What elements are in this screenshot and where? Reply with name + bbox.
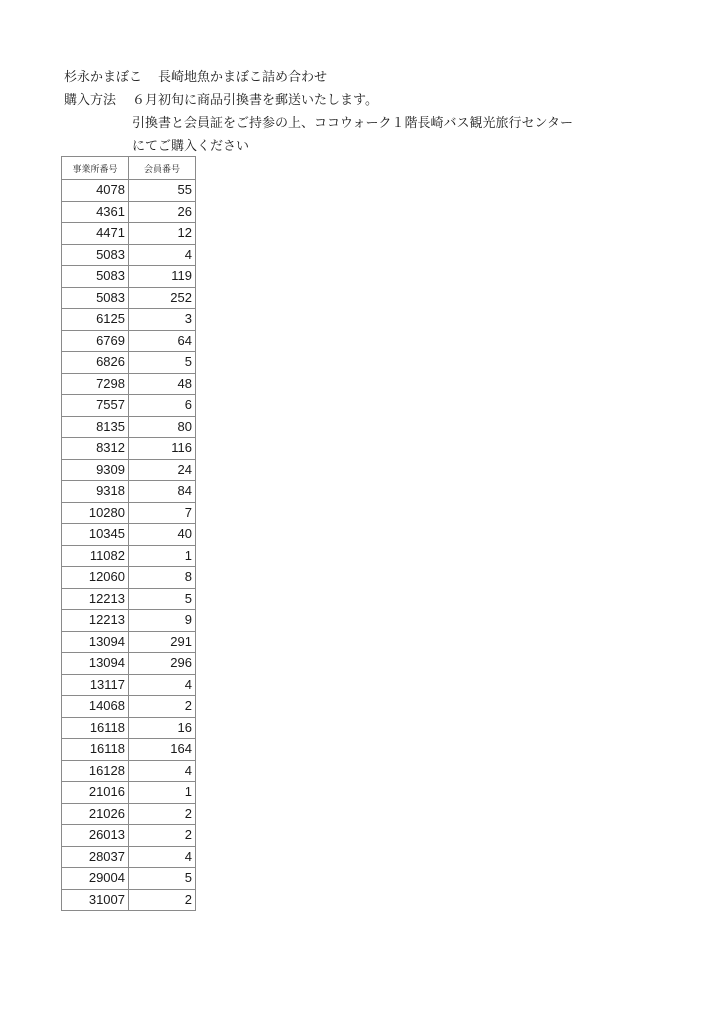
table-row <box>62 416 196 438</box>
purchase-method-text-1: ６月初旬に商品引換書を郵送いたします。 <box>132 93 378 108</box>
office-number-cell: 9309 <box>62 459 129 481</box>
office-number-cell: 11082 <box>62 545 129 567</box>
table-row <box>62 309 196 331</box>
office-number-cell: 4361 <box>62 201 129 223</box>
table-row <box>62 244 196 266</box>
office-number-cell: 7557 <box>62 395 129 417</box>
table-row <box>62 373 196 395</box>
member-table <box>61 156 196 911</box>
member-number-cell: 26 <box>129 201 196 223</box>
office-number-cell: 10280 <box>62 502 129 524</box>
office-number-cell: 12060 <box>62 567 129 589</box>
table-row <box>62 803 196 825</box>
table-row <box>62 653 196 675</box>
table-row <box>62 588 196 610</box>
office-number-cell: 12213 <box>62 588 129 610</box>
table-row <box>62 330 196 352</box>
member-number-cell: 252 <box>129 287 196 309</box>
office-number-cell: 12213 <box>62 610 129 632</box>
member-number-cell: 1 <box>129 545 196 567</box>
table-row <box>62 760 196 782</box>
member-number-cell: 84 <box>129 481 196 503</box>
member-number-cell: 5 <box>129 352 196 374</box>
office-number-cell: 21026 <box>62 803 129 825</box>
purchase-method-line-2 <box>64 112 573 135</box>
member-number-cell: 80 <box>129 416 196 438</box>
table-row <box>62 717 196 739</box>
table-row <box>62 287 196 309</box>
member-number-cell: 7 <box>129 502 196 524</box>
purchase-method-label: 購入方法 <box>64 93 117 108</box>
purchase-method-line-3 <box>64 135 573 158</box>
table-header-row <box>62 157 196 180</box>
table-row <box>62 739 196 761</box>
office-number-cell: 6826 <box>62 352 129 374</box>
title-line <box>64 66 573 89</box>
office-number-cell: 29004 <box>62 868 129 890</box>
member-number-cell: 4 <box>129 760 196 782</box>
member-number-cell: 1 <box>129 782 196 804</box>
office-number-cell: 13117 <box>62 674 129 696</box>
table-row <box>62 481 196 503</box>
member-number-cell: 3 <box>129 309 196 331</box>
table-row <box>62 631 196 653</box>
office-number-cell: 7298 <box>62 373 129 395</box>
table-row <box>62 889 196 911</box>
member-number-cell: 2 <box>129 825 196 847</box>
member-number-cell: 116 <box>129 438 196 460</box>
member-number-cell: 4 <box>129 244 196 266</box>
member-number-cell: 119 <box>129 266 196 288</box>
member-number-cell: 5 <box>129 588 196 610</box>
member-number-cell: 55 <box>129 180 196 202</box>
table-row <box>62 825 196 847</box>
member-number-cell: 164 <box>129 739 196 761</box>
table-row <box>62 223 196 245</box>
purchase-method-text-3: にてご購入ください <box>132 139 250 154</box>
office-number-cell: 4078 <box>62 180 129 202</box>
office-number-cell: 16118 <box>62 739 129 761</box>
office-number-cell: 8135 <box>62 416 129 438</box>
office-number-cell: 31007 <box>62 889 129 911</box>
office-number-cell: 6769 <box>62 330 129 352</box>
office-number-cell: 5083 <box>62 266 129 288</box>
table-row <box>62 502 196 524</box>
office-number-cell: 5083 <box>62 244 129 266</box>
table-row <box>62 610 196 632</box>
office-number-cell: 4471 <box>62 223 129 245</box>
table-row <box>62 696 196 718</box>
member-number-cell: 2 <box>129 889 196 911</box>
table-row <box>62 180 196 202</box>
table-body <box>62 180 196 911</box>
member-number-cell: 48 <box>129 373 196 395</box>
purchase-method-text-2: 引換書と会員証をご持参の上、ココウォーク１階長崎バス観光旅行センター <box>132 116 573 131</box>
purchase-method-line <box>64 89 573 112</box>
table-row <box>62 545 196 567</box>
member-number-cell: 12 <box>129 223 196 245</box>
office-number-cell: 21016 <box>62 782 129 804</box>
office-number-cell: 13094 <box>62 631 129 653</box>
member-number-cell: 4 <box>129 674 196 696</box>
table-row <box>62 846 196 868</box>
table-row <box>62 782 196 804</box>
store-name: 杉永かまぼこ <box>64 70 143 85</box>
office-number-cell: 9318 <box>62 481 129 503</box>
table-row <box>62 352 196 374</box>
member-number-cell: 24 <box>129 459 196 481</box>
member-number-cell: 8 <box>129 567 196 589</box>
table-row <box>62 266 196 288</box>
member-number-header: 会員番号 <box>129 157 196 180</box>
table-row <box>62 674 196 696</box>
office-number-cell: 16118 <box>62 717 129 739</box>
member-number-cell: 9 <box>129 610 196 632</box>
office-number-header: 事業所番号 <box>62 157 129 180</box>
table-row <box>62 524 196 546</box>
office-number-cell: 10345 <box>62 524 129 546</box>
table-row <box>62 438 196 460</box>
member-number-cell: 5 <box>129 868 196 890</box>
office-number-cell: 26013 <box>62 825 129 847</box>
table-row <box>62 201 196 223</box>
member-number-cell: 2 <box>129 803 196 825</box>
office-number-cell: 8312 <box>62 438 129 460</box>
member-number-cell: 4 <box>129 846 196 868</box>
office-number-cell: 5083 <box>62 287 129 309</box>
table-row <box>62 395 196 417</box>
office-number-cell: 28037 <box>62 846 129 868</box>
member-number-cell: 16 <box>129 717 196 739</box>
office-number-cell: 14068 <box>62 696 129 718</box>
member-number-cell: 64 <box>129 330 196 352</box>
product-name: 長崎地魚かまぼこ詰め合わせ <box>158 70 328 85</box>
member-number-cell: 296 <box>129 653 196 675</box>
table-row <box>62 459 196 481</box>
document-header <box>64 66 573 158</box>
member-number-cell: 291 <box>129 631 196 653</box>
office-number-cell: 13094 <box>62 653 129 675</box>
office-number-cell: 6125 <box>62 309 129 331</box>
member-number-cell: 40 <box>129 524 196 546</box>
table-row <box>62 567 196 589</box>
office-number-cell: 16128 <box>62 760 129 782</box>
member-number-cell: 6 <box>129 395 196 417</box>
member-number-cell: 2 <box>129 696 196 718</box>
table-row <box>62 868 196 890</box>
